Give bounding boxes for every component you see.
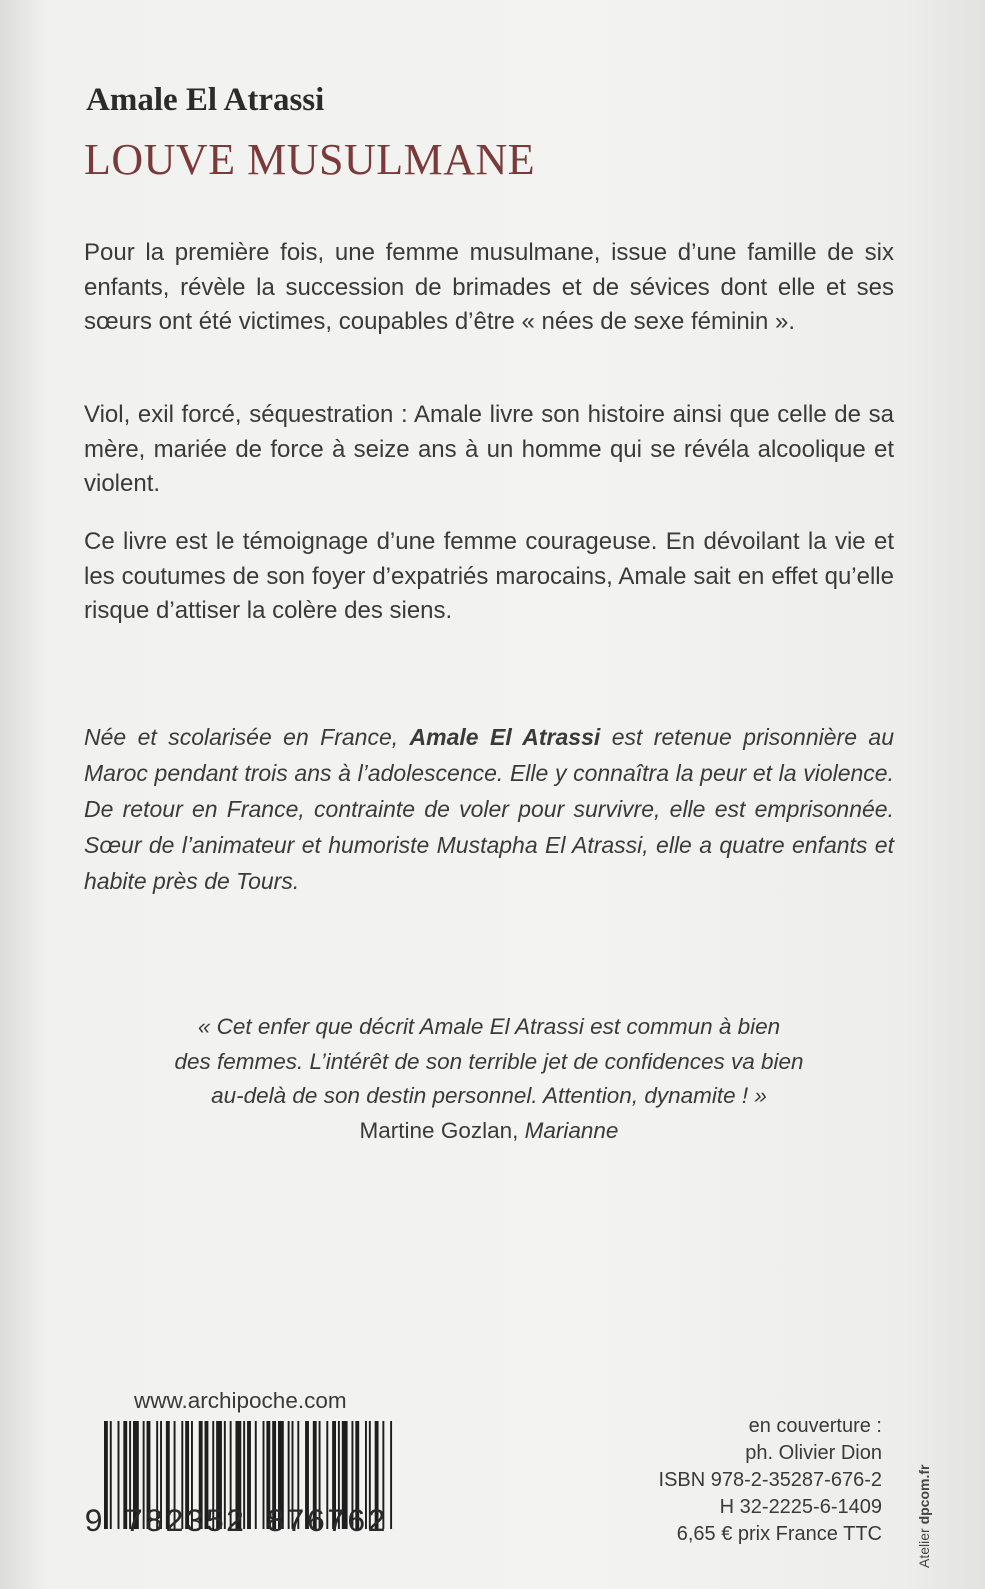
book-title: LOUVE MUSULMANE	[84, 135, 536, 184]
quote-line: au-delà de son destin personnel. Attention, dynamite ! »	[211, 1083, 767, 1108]
photo-credit: ph. Olivier Dion	[745, 1442, 882, 1464]
quote-source	[84, 1118, 894, 1144]
isbn-number: ISBN 978-2-35287-676-2	[658, 1469, 882, 1491]
barcode-bar	[390, 1421, 392, 1529]
blurb-paragraph-1: Pour la première fois, une femme musulmane, issue d’une famille de six enfants, révèle la succession de brimades et de sévices dont elle et ses sœurs ont été victimes, coupables d’être « nées de sexe féminin ».	[84, 239, 894, 335]
quote-line: « Cet enfer que décrit Amale El Atrassi est commun à bien	[197, 1014, 781, 1039]
press-quote	[84, 1010, 894, 1114]
quote-line: des femmes. L’intérêt de son terrible jet de confidences va bien	[174, 1048, 804, 1074]
barcode-digits: 9 782352 876762	[84, 1504, 388, 1541]
quote-source-name: Martine Gozlan,	[359, 1118, 525, 1143]
publisher-website[interactable]: www.archipoche.com	[134, 1388, 347, 1413]
blurb-paragraph-2: Viol, exil forcé, séquestration : Amale livre son histoire ainsi que celle de sa mère, mariée de force à seize ans à un homme qui se révéla alcoolique et violent.	[84, 401, 894, 497]
price: 6,65 € prix France TTC	[676, 1523, 882, 1545]
product-code: H 32-2225-6-1409	[719, 1496, 882, 1518]
designer-credit	[916, 1465, 932, 1568]
cover-credit-label: en couverture :	[748, 1415, 882, 1437]
quote-source-publication: Marianne	[524, 1118, 619, 1143]
blurb-paragraph-3: Ce livre est le témoignage d’une femme courageuse. En dévoilant la vie et les coutumes de son foyer d’expatriés marocains, Amale sait en effet qu’elle risque d’attiser la colère des siens.	[84, 528, 894, 624]
bio-author-name: Amale El Atrassi	[409, 724, 601, 750]
credits-block	[659, 1413, 882, 1548]
bio-intro: Née et scolarisée en France,	[84, 724, 410, 750]
designer-label: Atelier	[916, 1524, 932, 1568]
bio-text: est retenue prisonnière au Maroc pendant trois ans à l’adolescence. Elle y connaîtra la peur et la violence. De retour en France, contrainte de voler pour survivre, elle est emprisonnée. Sœur de l’animateur et humoriste Mustapha El Atrassi, elle a quatre enfants et habite près de Tours.	[84, 724, 894, 894]
designer-name: dpcom.fr	[916, 1464, 932, 1525]
author-name: Amale El Atrassi	[86, 82, 325, 118]
author-bio	[84, 719, 894, 899]
